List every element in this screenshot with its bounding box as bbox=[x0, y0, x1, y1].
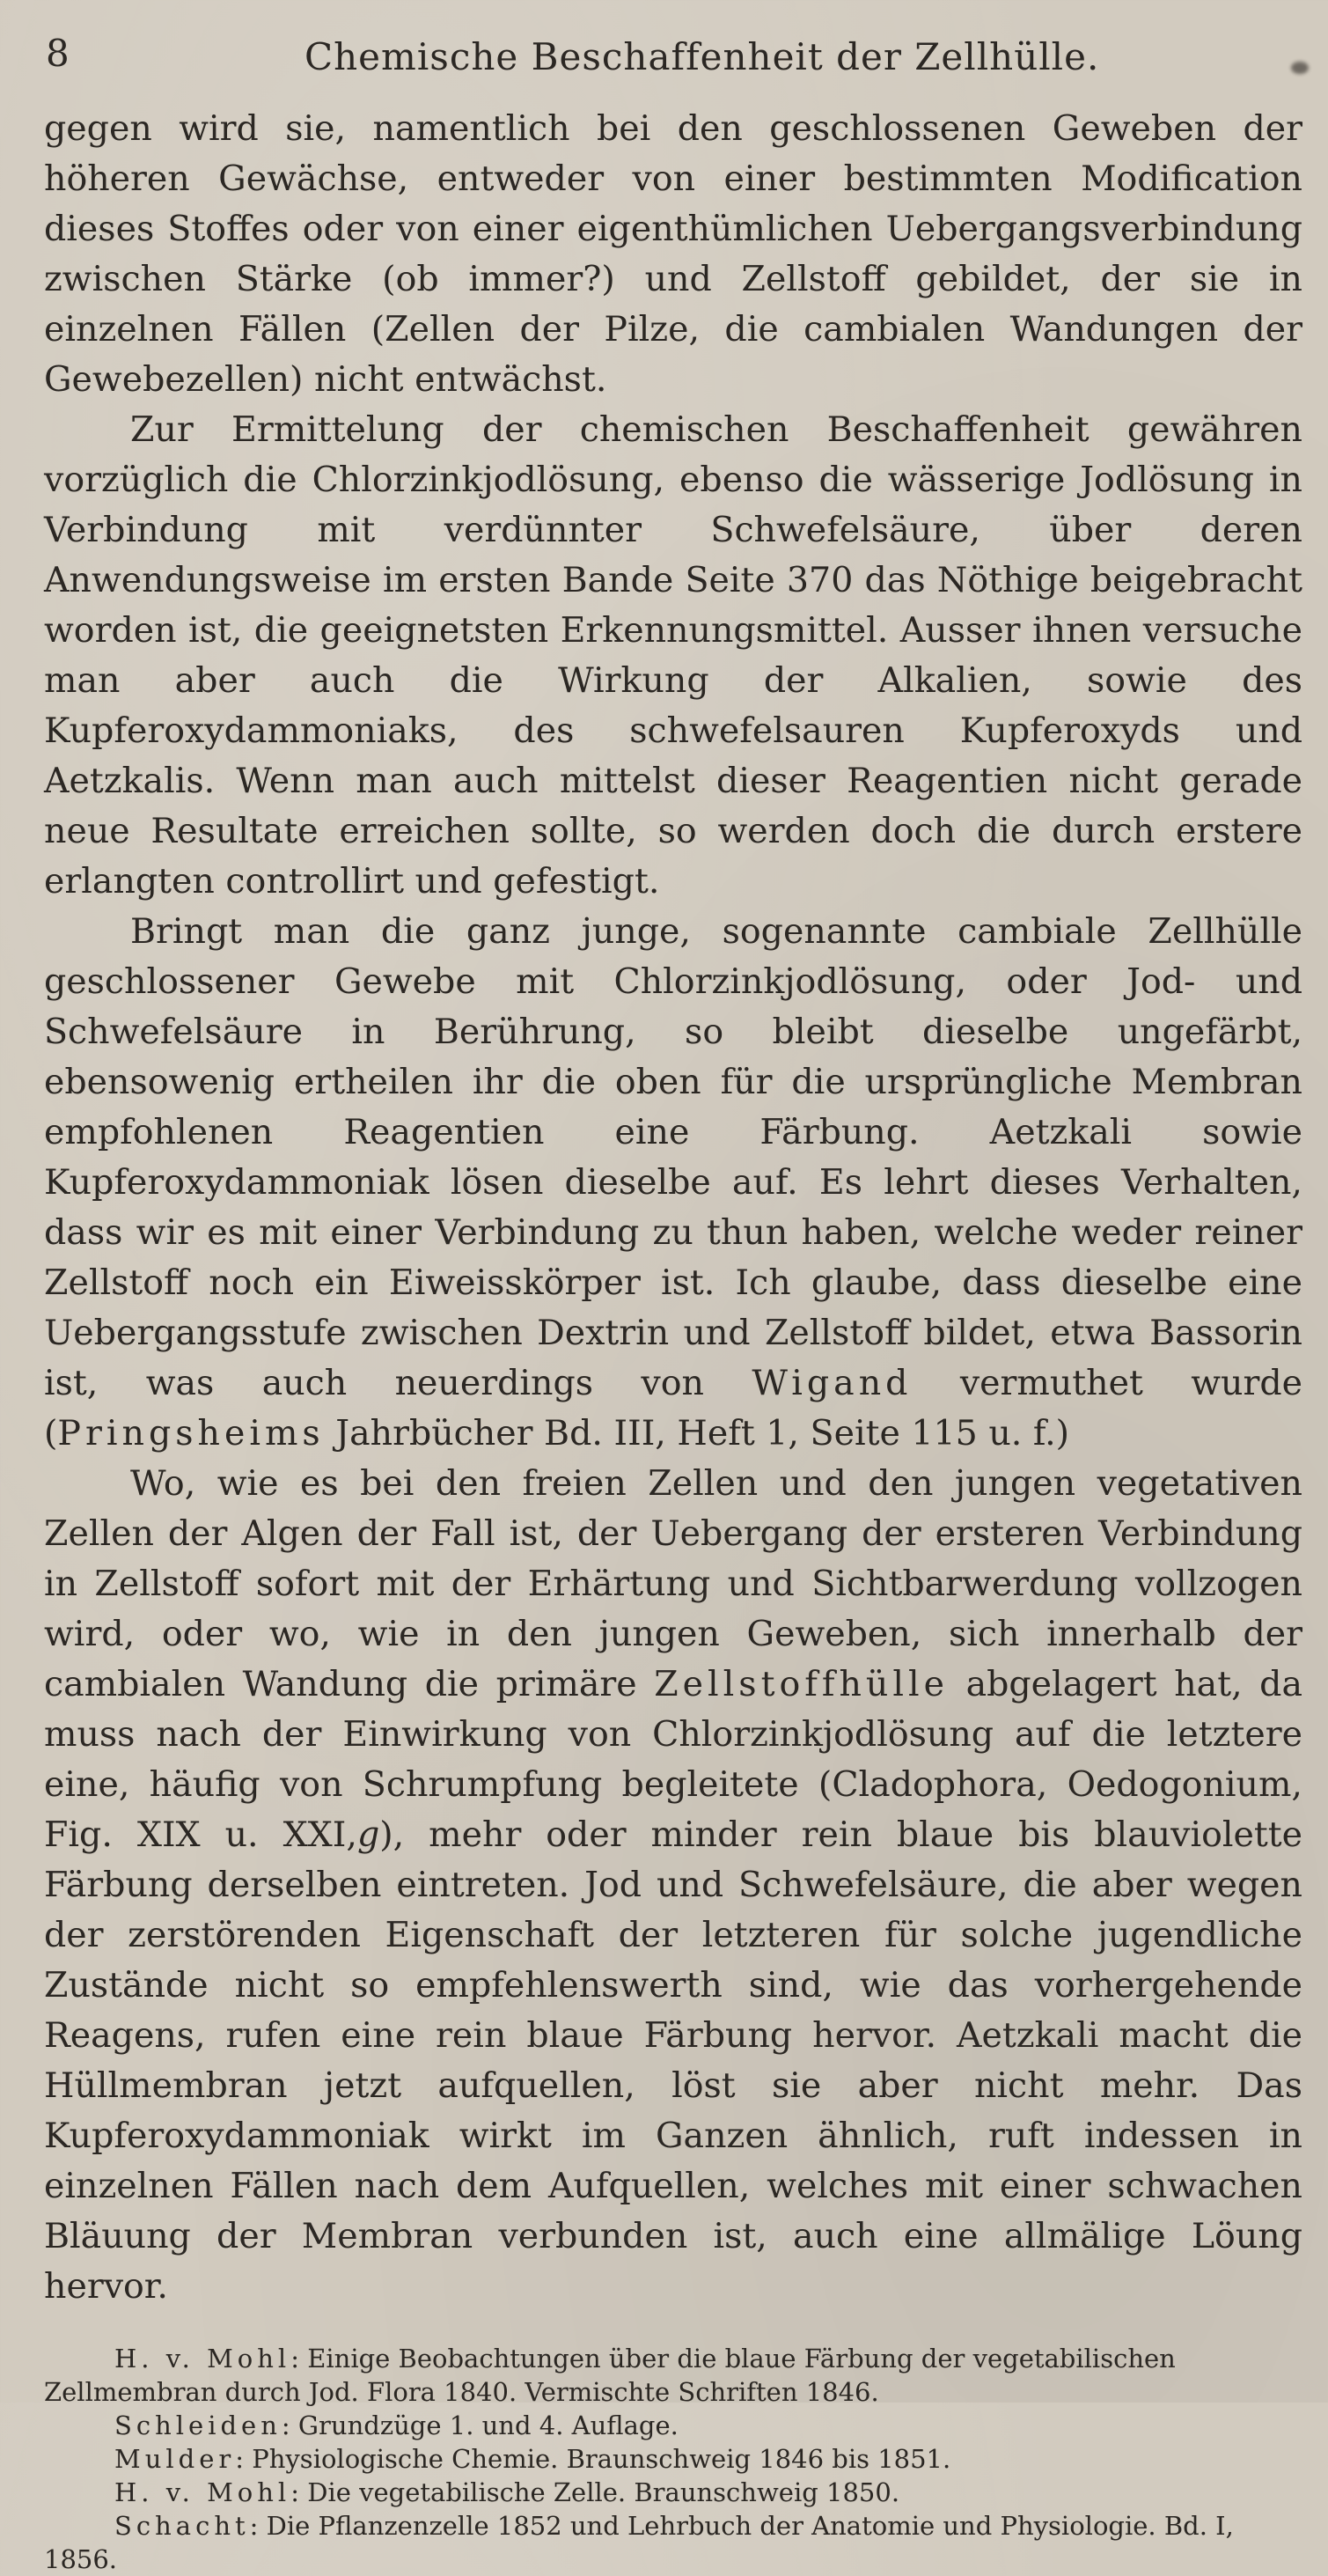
footnote-2 bbox=[44, 2409, 1302, 2442]
footnote-author: H. v. Mohl bbox=[114, 2477, 291, 2507]
paragraph-3-open-paren: ( bbox=[44, 1413, 58, 1454]
footnote-author: Mulder bbox=[114, 2444, 236, 2474]
footnote-author: Schleiden bbox=[114, 2410, 282, 2440]
paragraph-4-text-b: abgelagert hat, da muss nach der Einwirkung von Chlorzinkjodlösung auf die letztere eine, häufig von Schrumpfung begleitete (Cladophora, Oedogonium, Fig. XIX u. XXI, bbox=[44, 1664, 1303, 1855]
paragraph-3-tail-b: Jahrbücher Bd. III, Heft 1, Seite 115 u. f.) bbox=[335, 1413, 1070, 1454]
footnote-5 bbox=[44, 2509, 1302, 2576]
paragraph-4-text-c: ), mehr oder minder rein blaue bis blauviolette Färbung derselben eintreten. Jod und Schwefelsäure, die aber wegen der zerstörenden Eigenschaft der letzteren für solche jugendliche Zustände nicht so empfehlenswerth sind, wie das vorhergehende Reagens, rufen eine rein blaue Färbung hervor. Aetzkali macht die Hüllmembran jetzt aufquellen, löst sie aber nicht mehr. Das Kupferoxydammoniak wirkt im Ganzen ähnlich, ruft indessen in einzelnen Fällen nach dem Aufquellen, welches mit einer schwachen Bläuung der Membran verbunden ist, auch eine allmälige Löung hervor. bbox=[44, 1814, 1302, 2307]
paragraph-2: Zur Ermittelung der chemischen Beschaffenheit gewähren vorzüglich die Chlorzinkjodlösung, ebenso die wässerige Jodlösung in Verbindung mit verdünnter Schwefelsäure, über deren Anwendungsweise im ersten Bande Seite 370 das Nöthige beigebracht worden ist, die geeignetsten Erkennungsmittel. Ausser ihnen versuche man aber auch die Wirkung der Alkalien, sowie des Kupferoxydammoniaks, des schwefelsauren Kupferoxyds und Aetzkalis. Wenn man auch mittelst dieser Reagentien nicht gerade neue Resultate erreichen sollte, so werden doch die durch erstere erlangten controllirt und gefestigt. bbox=[44, 409, 1302, 902]
footnote-text: : Die vegetabilische Zelle. Braunschweig 1850. bbox=[290, 2477, 900, 2507]
paragraph-3 bbox=[44, 907, 1302, 1459]
footnote-text: : Physiologische Chemie. Braunschweig 1846 bis 1851. bbox=[235, 2444, 951, 2474]
body-text bbox=[44, 104, 1302, 2312]
paragraph-4 bbox=[44, 1459, 1302, 2312]
author-wigand: Wigand bbox=[752, 1363, 913, 1403]
running-title: Chemische Beschaffenheit der Zellhülle. bbox=[304, 35, 1100, 78]
paragraph-3-text: Bringt man die ganz junge, sogenannte cambiale Zellhülle geschlossener Gewebe mit Chlorzinkjodlösung, oder Jod- und Schwefelsäure in Berührung, so bleibt dieselbe ungefärbt, ebensowenig ertheilen ihr die oben für die ursprüngliche Membran empfohlenen Reagentien eine Färbung. Aetzkali sowie Kupferoxydammoniak lösen dieselbe auf. Es lehrt dieses Verhalten, dass wir es mit einer Verbindung zu thun haben, welche weder reiner Zellstoff noch ein Eiweisskörper ist. Ich glaube, dass dieselbe eine Uebergangsstufe zwischen Dextrin und Zellstoff bildet, etwa Bassorin ist, was auch neuerdings von bbox=[44, 911, 1302, 1403]
footnote-text: : Grundzüge 1. und 4. Auflage. bbox=[281, 2410, 679, 2440]
footnote-text: : Die Pflanzenzelle 1852 und Lehrbuch der Anatomie und Physiologie. Bd. I, 1856. bbox=[44, 2511, 1234, 2574]
paragraph-3-tail-a: vermuthet wurde bbox=[959, 1363, 1303, 1403]
paragraph-1: gegen wird sie, namentlich bei den geschlossenen Geweben der höheren Gewächse, entweder von einer bestimmten Modification dieses Stoffes oder von einer eigenthümlichen Uebergangsverbindung zwischen Stärke (ob immer?) und Zellstoff gebildet, der sie in einzelnen Fällen (Zellen der Pilze, die cambialen Wandungen der Gewebezellen) nicht entwächst. bbox=[44, 108, 1302, 400]
figure-letter: g bbox=[356, 1814, 380, 1855]
footnote-text: : Einige Beobachtungen über die blaue Färbung der vegetabilischen Zellmembran durch Jod. Flora 1840. Vermischte Schriften 1846. bbox=[44, 2344, 1176, 2407]
paragraph-4-text-a: Wo, wie es bei den freien Zellen und den jungen vegetativen Zellen der Algen der Fall ist, der Uebergang der ersteren Verbindung in Zellstoff sofort mit der Erhärtung und Sichtbarwerdung vollzogen wird, oder wo, wie in den jungen Geweben, sich innerhalb der cambialen Wandung die primäre bbox=[44, 1463, 1302, 1704]
term-zellstoffhuelle: Zellstoffhülle bbox=[654, 1664, 949, 1704]
footnotes bbox=[44, 2342, 1302, 2576]
page-header bbox=[44, 26, 1303, 104]
footnote-4 bbox=[44, 2476, 1302, 2509]
footnote-author: Schacht bbox=[114, 2511, 250, 2541]
ink-smudge bbox=[1291, 62, 1309, 74]
footnote-1 bbox=[44, 2342, 1302, 2409]
author-pringsheim: Pringsheims bbox=[57, 1413, 325, 1454]
footnote-3 bbox=[44, 2442, 1302, 2476]
page-number: 8 bbox=[46, 32, 70, 75]
footnote-author: H. v. Mohl bbox=[114, 2344, 291, 2374]
